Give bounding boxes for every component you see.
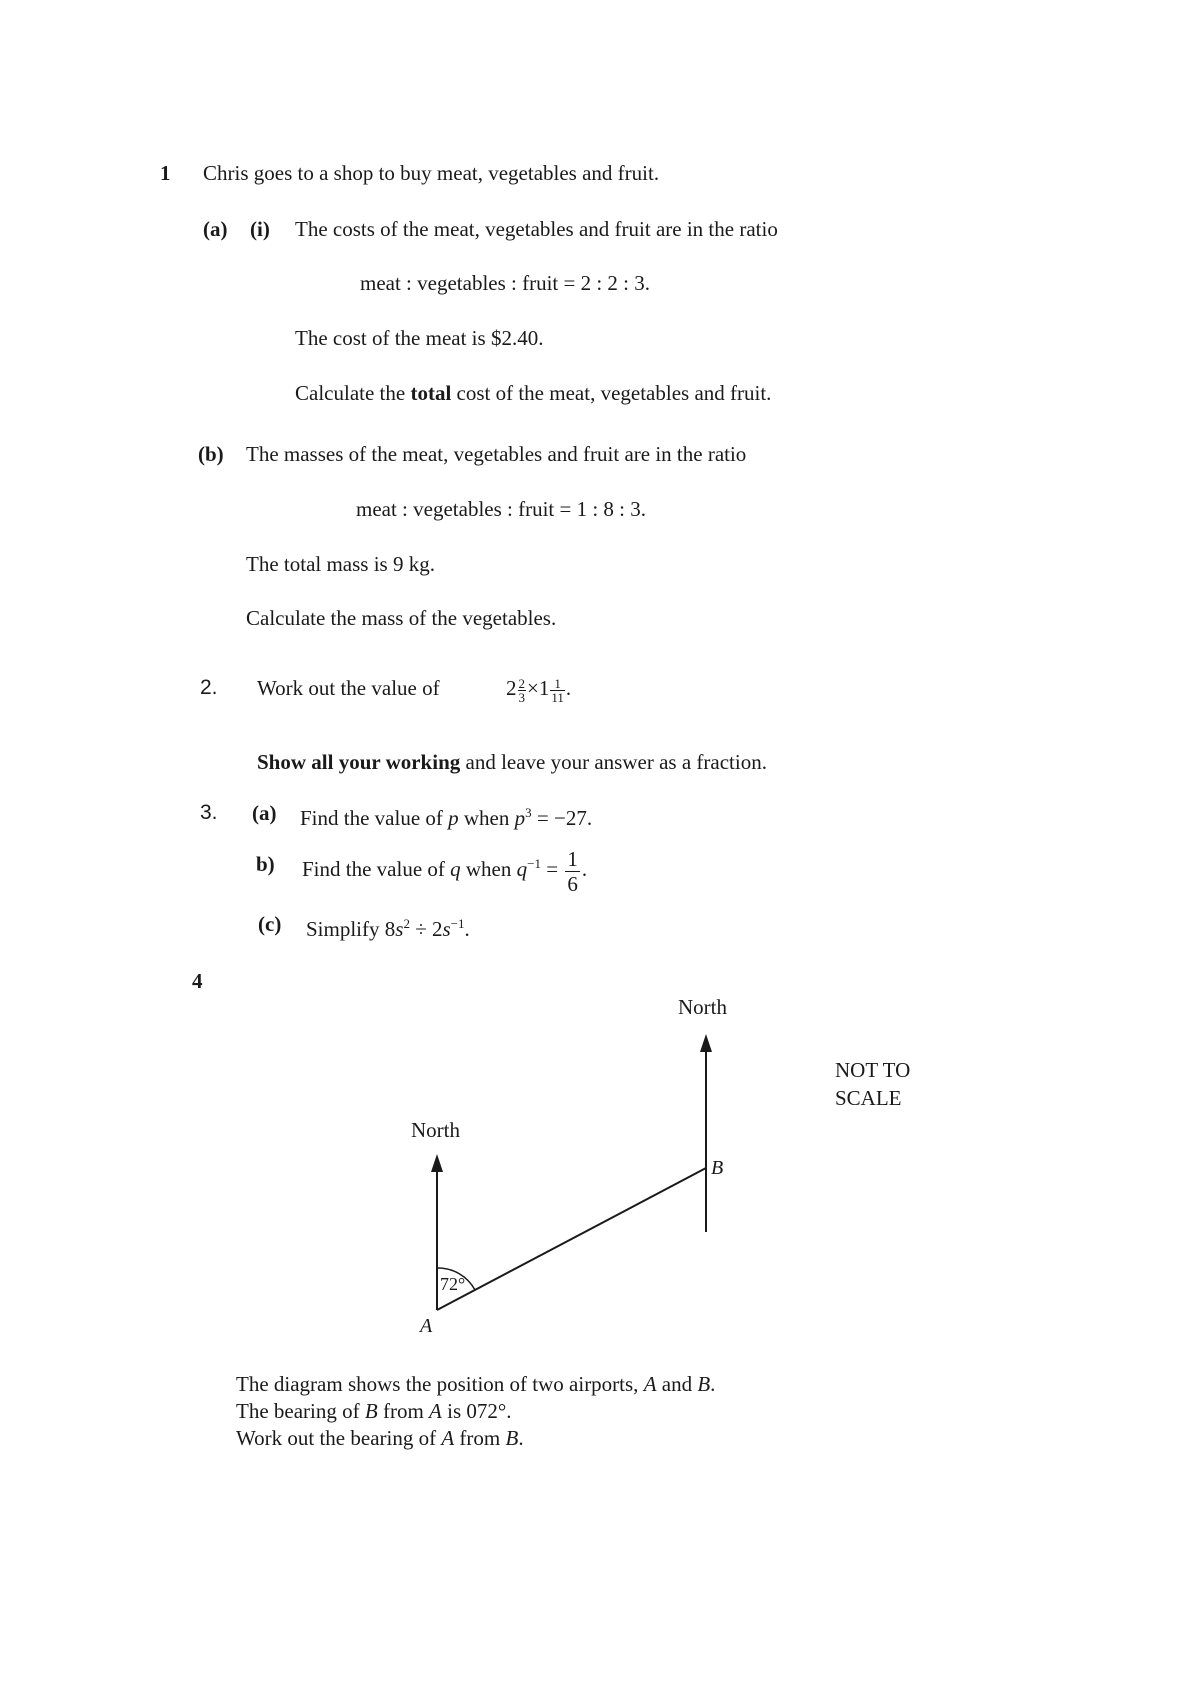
question-1-number: 1 bbox=[160, 161, 171, 185]
q1a-i-label: (i) bbox=[250, 217, 270, 241]
q1b-instruction: Calculate the mass of the vegetables. bbox=[246, 606, 557, 630]
point-b-label: B bbox=[711, 1157, 724, 1179]
q1b-given: The total mass is 9 kg. bbox=[246, 552, 435, 576]
q1b-label: (b) bbox=[198, 442, 224, 466]
q1a-ratio: meat : vegetables : fruit = 2 : 2 : 3. bbox=[360, 271, 651, 295]
q1a-label: (a) bbox=[203, 217, 228, 241]
q2-instruction: Show all your working and leave your answer as a fraction. bbox=[257, 750, 767, 774]
question-4-number: 4 bbox=[192, 969, 203, 993]
q2-expression: 2 $\frac{2}{3}$ ×1 $\frac{1}{11}$ . bbox=[506, 675, 572, 705]
north-arrow-b-icon bbox=[700, 1034, 712, 1052]
q1a-text: The costs of the meat, vegetables and fruit are in the ratio bbox=[295, 217, 778, 241]
line-a-to-b bbox=[437, 1168, 706, 1310]
q3b-text: Find the value of q when $q^{-1}$ = $\frac{1}{6}$ . bbox=[302, 846, 588, 896]
q1a-instruction: Calculate the total cost of the meat, vegetables and fruit. bbox=[295, 381, 772, 405]
angle-label: 72° bbox=[440, 1274, 466, 1294]
q3c-label: (c) bbox=[258, 912, 282, 936]
north-label-a: North bbox=[411, 1118, 460, 1142]
q4-line-2: The bearing of B from A is 072°. bbox=[236, 1399, 512, 1423]
q1a-given: The cost of the meat is $2.40. bbox=[295, 326, 544, 350]
q3c-text: Simplify $8s^2 \div 2s^{-1}$. bbox=[306, 916, 470, 941]
q3b-label: b) bbox=[256, 852, 275, 876]
north-arrow-a-icon bbox=[431, 1154, 443, 1172]
question-2-number: 2. bbox=[200, 676, 218, 699]
question-1-intro: Chris goes to a shop to buy meat, vegetables and fruit. bbox=[203, 161, 660, 185]
not-to-scale-line1: NOT TO bbox=[835, 1058, 911, 1082]
point-a-label: A bbox=[420, 1315, 433, 1337]
q1b-ratio: meat : vegetables : fruit = 1 : 8 : 3. bbox=[356, 497, 647, 521]
not-to-scale-line2: SCALE bbox=[835, 1086, 902, 1110]
q4-line-3: Work out the bearing of A from B. bbox=[236, 1426, 524, 1450]
q4-line-1: The diagram shows the position of two airports, A and B. bbox=[236, 1372, 716, 1396]
north-label-b: North bbox=[678, 995, 727, 1019]
q3a-text: Find the value of p when $p^3 = -27$. bbox=[300, 805, 593, 830]
q3a-label: (a) bbox=[252, 801, 277, 825]
q2-text: Work out the value of bbox=[257, 676, 440, 700]
question-3-number: 3. bbox=[200, 801, 218, 824]
q1b-text: The masses of the meat, vegetables and fruit are in the ratio bbox=[246, 442, 747, 466]
